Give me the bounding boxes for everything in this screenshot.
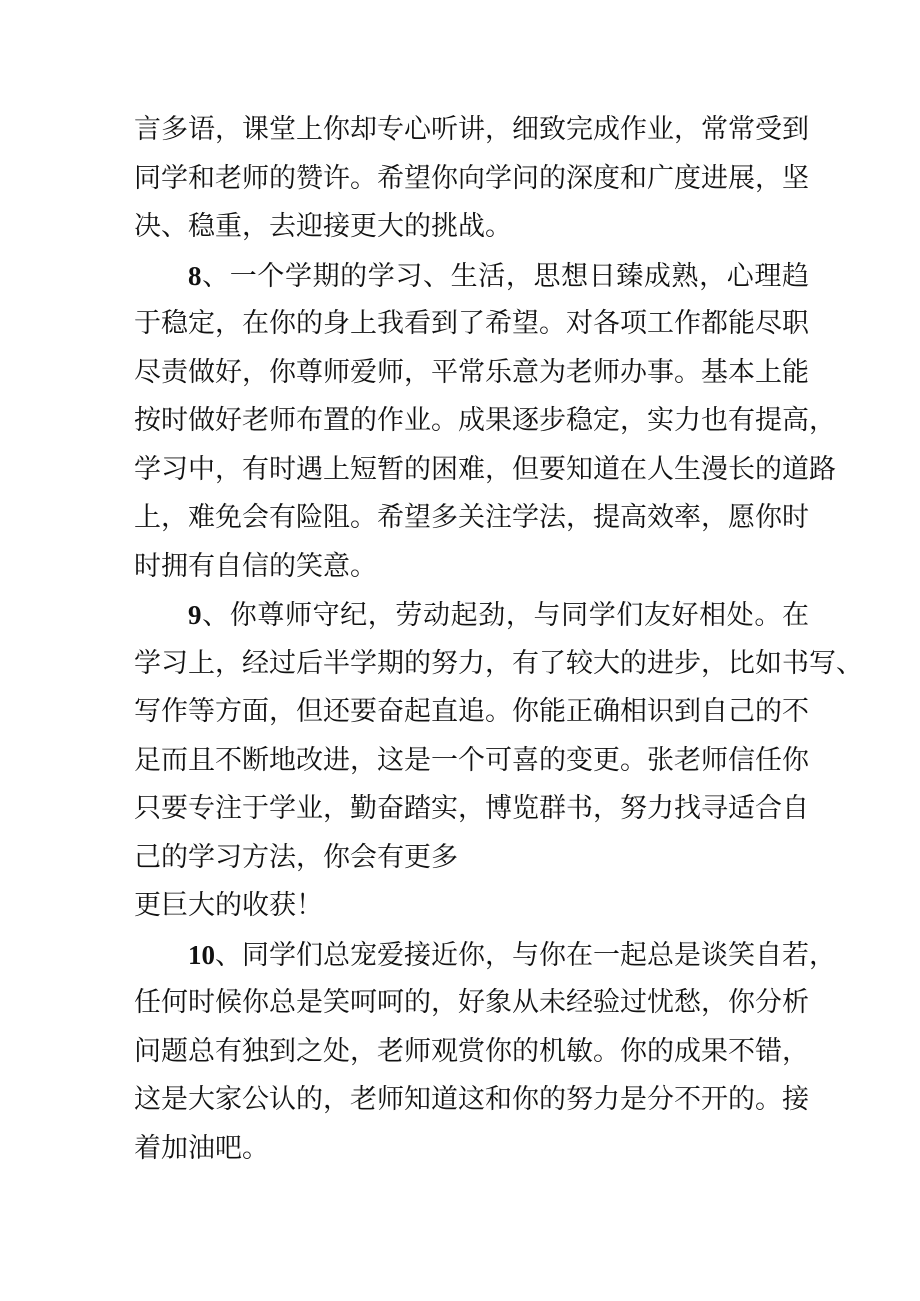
text-span: 、同学们总宠爱接近你，与你在一起总是谈笑自若，	[215, 940, 836, 971]
text-span: 、一个学期的学习、生活，思想日臻成熟，心理趋	[201, 261, 809, 292]
text-line: 更巨大的收获！	[134, 890, 323, 921]
text-line: 时拥有自信的笑意。	[134, 551, 377, 582]
item-number: 10	[188, 940, 215, 970]
text-line: 这是大家公认的，老师知道这和你的努力是分不开的。接	[134, 1084, 809, 1115]
item-number: 8	[188, 261, 202, 291]
item-number: 9	[188, 600, 202, 630]
text-line: 学习上，经过后半学期的努力，有了较大的进步，比如书写、	[134, 648, 863, 679]
text-span: 、你尊师守纪，劳动起劲，与同学们友好相处。在	[201, 600, 809, 631]
text-line: 足而且不断地改进，这是一个可喜的变更。张老师信任你	[134, 745, 809, 776]
text-line: 着加油吧。	[134, 1133, 269, 1164]
text-line: 上，难免会有险阻。希望多关注学法，提高效率，愿你时	[134, 502, 809, 533]
text-line: 同学和老师的赞许。希望你向学问的深度和广度进展，坚	[134, 163, 809, 194]
text-line: 尽责做好，你尊师爱师，平常乐意为老师办事。基本上能	[134, 357, 809, 388]
text-line: 学习中，有时遇上短暂的困难，但要知道在人生漫长的道路	[134, 454, 836, 485]
paragraph-9-first-line	[188, 597, 809, 634]
text-line: 按时做好老师布置的作业。成果逐步稳定，实力也有提高，	[134, 405, 836, 436]
text-line: 于稳定，在你的身上我看到了希望。对各项工作都能尽职	[134, 308, 809, 339]
paragraph-10-first-line	[188, 937, 836, 974]
paragraph-8-first-line	[188, 258, 809, 295]
text-line: 写作等方面，但还要奋起直追。你能正确相识到自己的不	[134, 696, 809, 727]
text-line: 只要专注于学业，勤奋踏实，博览群书，努力找寻适合自	[134, 793, 809, 824]
text-line: 言多语，课堂上你却专心听讲，细致完成作业，常常受到	[134, 114, 809, 145]
text-line: 己的学习方法，你会有更多	[134, 842, 458, 873]
text-line: 任何时候你总是笑呵呵的，好象从未经验过忧愁，你分析	[134, 987, 809, 1018]
text-line: 决、稳重，去迎接更大的挑战。	[134, 211, 512, 242]
text-line: 问题总有独到之处，老师观赏你的机敏。你的成果不错，	[134, 1036, 809, 1067]
